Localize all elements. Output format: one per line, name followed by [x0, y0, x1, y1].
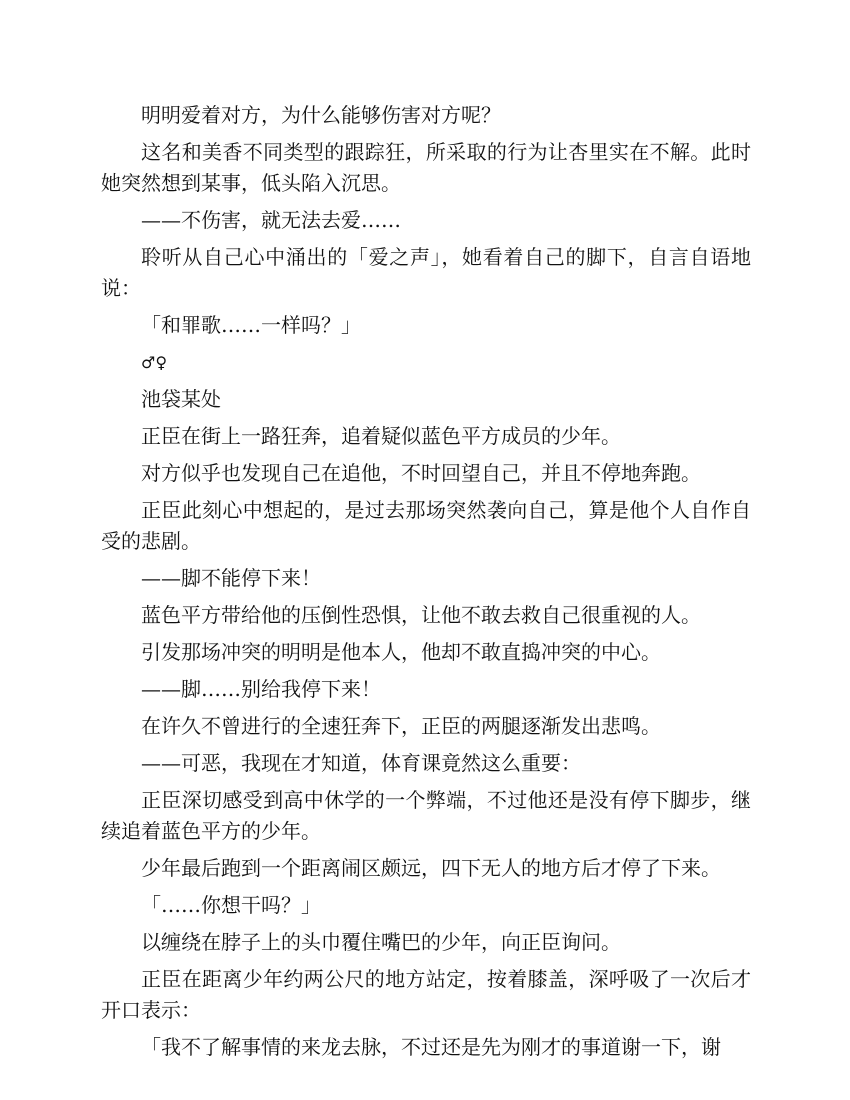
paragraph: ——不伤害，就无法去爱……: [141, 208, 401, 232]
paragraph: 正臣在距离少年约两公尺的地方站定，按着膝盖，深呼吸了一次后才开口表示：: [101, 967, 751, 1022]
paragraph: ——可恶，我现在才知道，体育课竟然这么重要：: [141, 751, 581, 775]
paragraph: 「……你想干吗？」: [141, 893, 321, 917]
paragraph: ——脚……别给我停下来！: [141, 677, 381, 701]
paragraph: 聆听从自己心中涌出的「爱之声」，她看着自己的脚下，自言自语地说：: [101, 245, 751, 300]
paragraph: 在许久不曾进行的全速狂奔下，正臣的两腿逐渐发出悲鸣。: [141, 714, 661, 738]
paragraph: 「我不了解事情的来龙去脉，不过还是先为刚才的事道谢一下，谢: [141, 1035, 721, 1059]
paragraph: 正臣此刻心中想起的，是过去那场突然袭向自己，算是他个人自作自受的悲剧。: [101, 498, 751, 553]
section-separator: ♂♀: [141, 353, 168, 372]
paragraph: 「和罪歌……一样吗？」: [141, 313, 361, 337]
document-page: [101, 100, 751, 1069]
paragraph: ——脚不能停下来！: [141, 566, 321, 590]
scene-heading: 池袋某处: [141, 387, 221, 411]
paragraph: 这名和美香不同类型的跟踪狂，所采取的行为让杏里实在不解。此时她突然想到某事，低头陷入沉思。: [101, 140, 751, 195]
paragraph: 正臣在街上一路狂奔，追着疑似蓝色平方成员的少年。: [141, 424, 621, 448]
paragraph: 蓝色平方带给他的压倒性恐惧，让他不敢去救自己很重视的人。: [141, 603, 701, 627]
paragraph: 引发那场冲突的明明是他本人，他却不敢直捣冲突的中心。: [141, 640, 661, 664]
paragraph: 明明爱着对方，为什么能够伤害对方呢？: [141, 103, 501, 127]
paragraph: 以缠绕在脖子上的头巾覆住嘴巴的少年，向正臣询问。: [141, 930, 621, 954]
paragraph: 正臣深切感受到高中休学的一个弊端，不过他还是没有停下脚步，继续追着蓝色平方的少年。: [101, 788, 751, 843]
paragraph: 对方似乎也发现自己在追他，不时回望自己，并且不停地奔跑。: [141, 461, 701, 485]
paragraph: 少年最后跑到一个距离闹区颇远，四下无人的地方后才停了下来。: [141, 856, 721, 880]
